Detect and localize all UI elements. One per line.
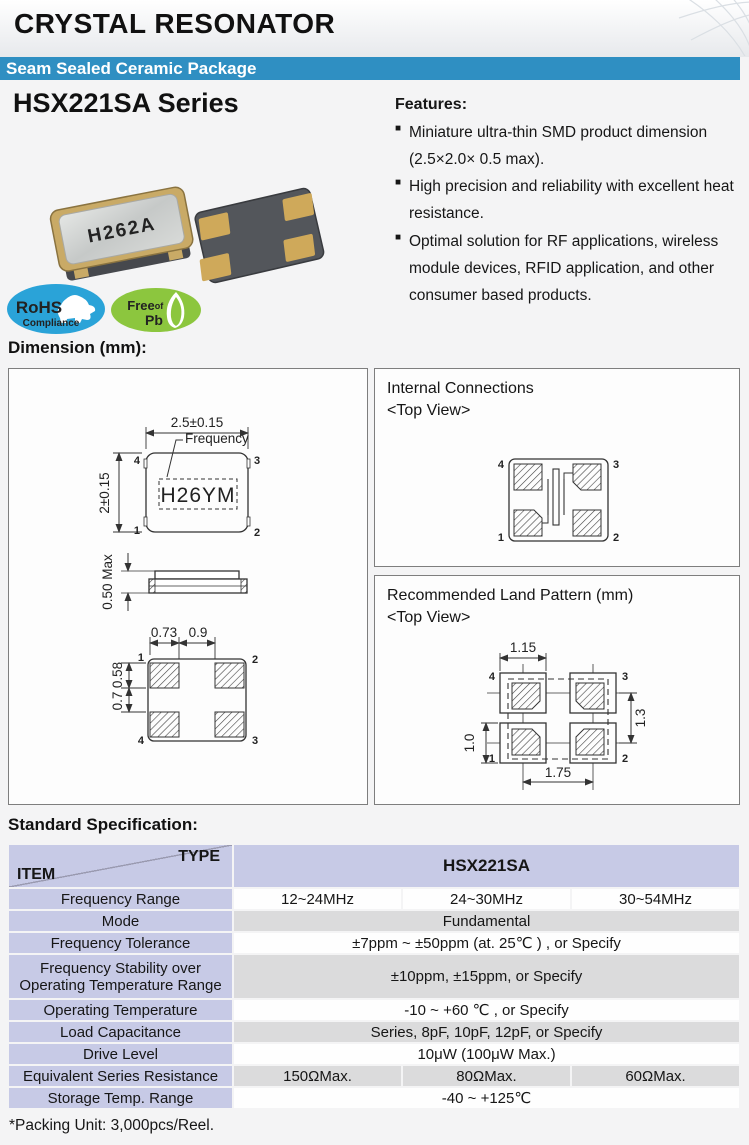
- panel-title-line2: <Top View>: [387, 401, 471, 419]
- pin-number: 2: [613, 532, 620, 544]
- chip-marking-label: H262A: [86, 213, 158, 248]
- marking-text: H26YM: [160, 484, 236, 507]
- table-row: [8, 954, 740, 999]
- dimension-panel: [8, 368, 368, 805]
- pin-number: 1: [137, 652, 144, 664]
- row-item-label: Load Capacitance: [8, 1021, 233, 1043]
- page-title: CRYSTAL RESONATOR: [14, 8, 336, 39]
- packing-note: *Packing Unit: 3,000pcs/Reel.: [9, 1117, 215, 1134]
- dim-col-pitch-label: 1.75: [544, 765, 572, 780]
- pin-number: 4: [137, 735, 144, 747]
- features-section: [395, 96, 743, 309]
- table-row: [8, 999, 740, 1021]
- bullet-icon: ■: [395, 123, 402, 134]
- panel-title-line2: <Top View>: [387, 608, 471, 626]
- panel-title-line1: Recommended Land Pattern (mm): [387, 587, 634, 604]
- row-value: -40 ~ +125℃: [233, 1087, 740, 1109]
- dim-land-height-label: 1.0: [462, 733, 477, 753]
- pin-number: 3: [622, 671, 629, 683]
- model-header-cell: HSX221SA: [233, 844, 740, 888]
- feature-text: Optimal solution for RF applications, wireless module devices, RFID application, and other consumer based products.: [409, 232, 719, 304]
- table-row: [8, 1087, 740, 1109]
- pin-number: 4: [497, 459, 504, 471]
- row-value: 24~30MHz: [402, 888, 571, 910]
- chip-bottom-photo: [180, 172, 335, 297]
- type-header-label: TYPE: [178, 848, 220, 865]
- internal-connections-title: [387, 378, 534, 421]
- dim-thickness-label: 0.50 Max: [100, 554, 115, 610]
- rohs-label: RoHS: [15, 298, 63, 317]
- row-value: Fundamental: [233, 910, 740, 932]
- feature-item: [395, 119, 743, 173]
- bullet-icon: ■: [395, 177, 402, 189]
- row-value: 60ΩMax.: [571, 1065, 740, 1087]
- row-item-label: Frequency Tolerance: [8, 932, 233, 954]
- row-item-label: Equivalent Series Resistance: [8, 1065, 233, 1087]
- row-item-label: Storage Temp. Range: [8, 1087, 233, 1109]
- dim-height-label: 2±0.15: [97, 472, 112, 514]
- dim-gap-width-label: 0.9: [188, 625, 208, 640]
- page-header: [0, 0, 749, 57]
- table-row: [8, 1065, 740, 1087]
- package-banner-label: Seam Sealed Ceramic Package: [6, 59, 257, 78]
- table-row: [8, 910, 740, 932]
- pin-number: 1: [488, 753, 495, 765]
- rohs-compliance-badge: [6, 283, 106, 335]
- row-value: -10 ~ +60 ℃ , or Specify: [233, 999, 740, 1021]
- table-row: [8, 888, 740, 910]
- pin-number: 3: [613, 459, 620, 471]
- pin-number: 1: [497, 532, 504, 544]
- features-heading: Features:: [395, 96, 468, 113]
- dim-pad-height-label: 0.58: [110, 661, 125, 689]
- dim-land-width-label: 1.15: [509, 640, 537, 655]
- globe-arcs-decoration: [579, 0, 749, 56]
- row-item-label: Frequency Range: [8, 888, 233, 910]
- pin-number: 3: [252, 735, 259, 747]
- pin-number: 2: [622, 753, 629, 765]
- row-value: ±10ppm, ±15ppm, or Specify: [233, 954, 740, 999]
- bullet-icon: ■: [395, 231, 402, 243]
- row-item-label: Mode: [8, 910, 233, 932]
- feature-text: High precision and reliability with excellent heat resistance.: [409, 178, 734, 223]
- row-value: 12~24MHz: [233, 888, 402, 910]
- panel-title-line1: Internal Connections: [387, 380, 534, 397]
- pb-label: Pb: [145, 312, 163, 328]
- frequency-pointer-label: Frequency: [185, 431, 249, 446]
- pin-number: 2: [252, 654, 259, 666]
- pin-number: 4: [488, 671, 495, 683]
- row-value: ±7ppm ~ ±50ppm (at. 25℃ ) , or Specify: [233, 932, 740, 954]
- row-item-label: Drive Level: [8, 1043, 233, 1065]
- feature-item: [395, 173, 743, 227]
- row-item-label: Frequency Stability over Operating Temperature Range: [8, 954, 233, 999]
- dim-pad-width-label: 0.73: [150, 625, 178, 640]
- row-value: Series, 8pF, 10pF, 12pF, or Specify: [233, 1021, 740, 1043]
- pin-number: 2: [254, 527, 261, 539]
- dimension-heading: Dimension (mm):: [8, 338, 147, 357]
- spec-heading: Standard Specification:: [8, 815, 198, 834]
- land-pattern-title: [387, 585, 633, 628]
- dim-gap-height-label: 0.7: [110, 691, 125, 711]
- table-row: [8, 932, 740, 954]
- table-row: [8, 1021, 740, 1043]
- row-value: 80ΩMax.: [402, 1065, 571, 1087]
- land-pattern-panel: [374, 575, 740, 805]
- row-item-label: Operating Temperature: [8, 999, 233, 1021]
- pin-number: 3: [254, 455, 261, 467]
- of-label: of: [154, 301, 164, 311]
- series-title: HSX221SA Series: [13, 88, 239, 118]
- row-value: 10μW (100μW Max.): [233, 1043, 740, 1065]
- rohs-sublabel: Compliance: [22, 318, 80, 329]
- feature-text: Miniature ultra-thin SMD product dimension (2.5×2.0× 0.5 max).: [409, 124, 708, 169]
- table-row: [8, 1043, 740, 1065]
- type-item-header-cell: [8, 844, 233, 888]
- row-value: 150ΩMax.: [233, 1065, 402, 1087]
- pin-number: 1: [133, 525, 140, 537]
- dim-row-pitch-label: 1.3: [633, 708, 648, 728]
- spec-table: [8, 844, 740, 1109]
- internal-connections-panel: [374, 368, 740, 567]
- dimension-drawing: [9, 369, 366, 803]
- dim-width-label: 2.5±0.15: [170, 415, 224, 430]
- pin-number: 4: [133, 455, 140, 467]
- free-label: Free: [127, 298, 155, 313]
- item-header-label: ITEM: [17, 866, 56, 883]
- feature-item: [395, 228, 743, 309]
- row-value: 30~54MHz: [571, 888, 740, 910]
- package-banner: [0, 57, 740, 80]
- pb-free-badge: [110, 287, 202, 334]
